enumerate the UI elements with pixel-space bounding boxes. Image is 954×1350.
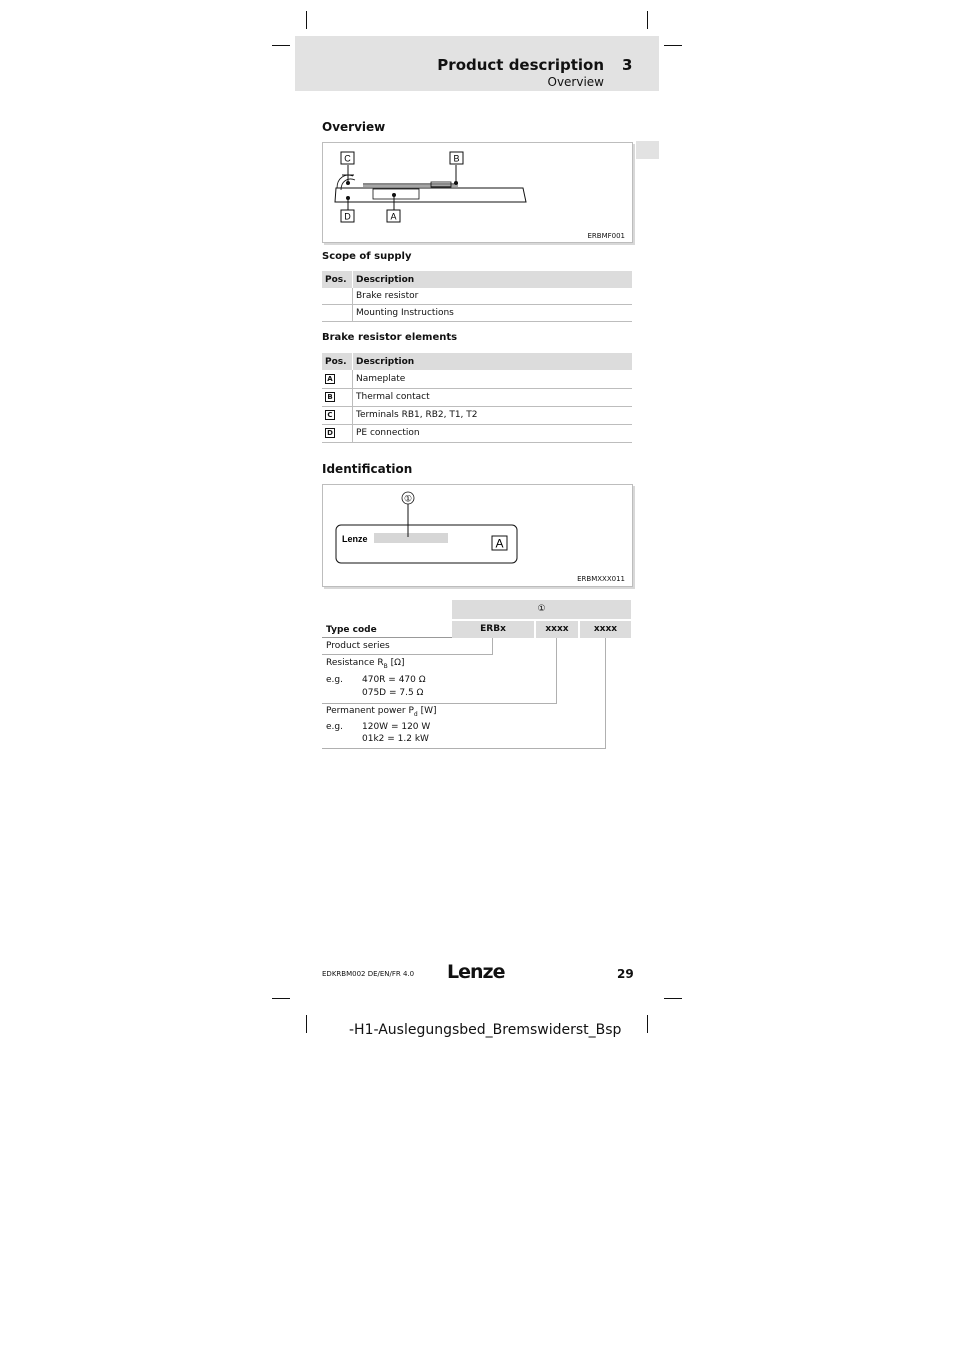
bottom-label: -H1-Auslegungsbed_Bremswiderst_Bsp: [349, 1022, 622, 1038]
crop-mark: [647, 1015, 648, 1033]
typecode-label: Type code: [326, 625, 377, 635]
crop-mark: [306, 1015, 307, 1033]
table-cell: PE connection: [353, 424, 633, 442]
table-row: [322, 370, 632, 388]
column-header: Description: [353, 353, 633, 370]
crop-mark: [664, 998, 682, 999]
divider: [322, 748, 606, 749]
table-cell: Terminals RB1, RB2, T1, T2: [353, 406, 633, 424]
overview-heading: Overview: [322, 120, 386, 134]
document-code: EDKRBM002 DE/EN/FR 4.0: [322, 970, 415, 978]
callout-a-label: A: [390, 211, 397, 222]
typecode-ERBx: ERBx: [480, 624, 506, 634]
side-tab: [636, 141, 659, 159]
resistance-example: 470R = 470 Ω: [362, 675, 426, 685]
marker-one: ①: [403, 494, 413, 505]
crop-mark: [647, 11, 648, 29]
product-series-label: Product series: [326, 641, 390, 651]
elements-heading: Brake resistor elements: [322, 332, 458, 343]
table-row: [322, 305, 632, 322]
eg-label: e.g.: [326, 675, 343, 685]
divider: [322, 654, 493, 655]
marker-one: ①: [537, 604, 546, 614]
nameplate-drawing: [323, 485, 632, 586]
overview-figure: [322, 142, 633, 243]
typecode-cell: [580, 621, 631, 638]
column-header: Description: [353, 271, 633, 288]
callout-b-label: B: [453, 153, 460, 164]
lenze-logo: Lenze: [447, 961, 505, 983]
table-cell: Thermal contact: [353, 388, 633, 406]
table-row: [322, 288, 632, 305]
connector-line: [605, 638, 606, 749]
typecode-cell: [536, 621, 578, 638]
resistance-example: 075D = 7.5 Ω: [362, 688, 424, 698]
identification-figure: [322, 484, 633, 587]
table-row: [322, 388, 632, 406]
figure-code: ERBMXXX011: [577, 575, 625, 583]
column-header: Pos.: [322, 353, 353, 370]
scope-heading: Scope of supply: [322, 251, 412, 262]
elements-table: [322, 353, 632, 443]
resistance-label: Resistance $R_B$ [Ω]: [326, 658, 405, 670]
crop-mark: [272, 998, 290, 999]
table-header-row: [322, 271, 632, 288]
chapter-number: 3: [622, 56, 633, 74]
table-cell: Brake resistor: [353, 288, 633, 305]
figure-code: ERBMF001: [587, 232, 625, 240]
crop-mark: [664, 45, 682, 46]
position-badge: D: [325, 428, 335, 438]
eg-label: e.g.: [326, 722, 343, 732]
callout-d-label: D: [344, 211, 351, 222]
page-number: 29: [617, 967, 634, 981]
divider: [322, 637, 452, 638]
table-row: [322, 406, 632, 424]
column-header: Pos.: [322, 271, 353, 288]
nameplate-callout-a: A: [495, 536, 504, 551]
nameplate-logo: Lenze: [342, 534, 368, 544]
table-cell: Nameplate: [353, 370, 633, 388]
power-example: 120W = 120 W: [362, 722, 431, 732]
power-example: 01k2 = 1.2 kW: [362, 734, 429, 744]
identification-heading: Identification: [322, 462, 413, 476]
table-cell: Mounting Instructions: [353, 305, 633, 322]
typecode-marker-header: [452, 600, 631, 619]
power-label: Permanent power $P_d$ [W]: [326, 706, 437, 718]
crop-mark: [306, 11, 307, 29]
connector-line: [556, 638, 557, 704]
typecode-power-code: xxxx: [593, 624, 618, 634]
typecode-cell: [452, 621, 534, 638]
connector-line: [492, 638, 493, 655]
crop-mark: [272, 45, 290, 46]
position-badge: B: [325, 392, 335, 402]
callout-c-label: C: [344, 153, 351, 164]
typecode-resistance-code: xxxx: [545, 624, 569, 634]
scope-table: [322, 271, 632, 322]
table-row: [322, 424, 632, 442]
table-header-row: [322, 353, 632, 370]
divider: [322, 703, 557, 704]
page-title: Product description: [437, 56, 604, 74]
brake-resistor-drawing: [323, 143, 632, 242]
page-subtitle: Overview: [547, 75, 604, 89]
position-badge: C: [325, 410, 335, 420]
position-badge: A: [325, 374, 335, 384]
